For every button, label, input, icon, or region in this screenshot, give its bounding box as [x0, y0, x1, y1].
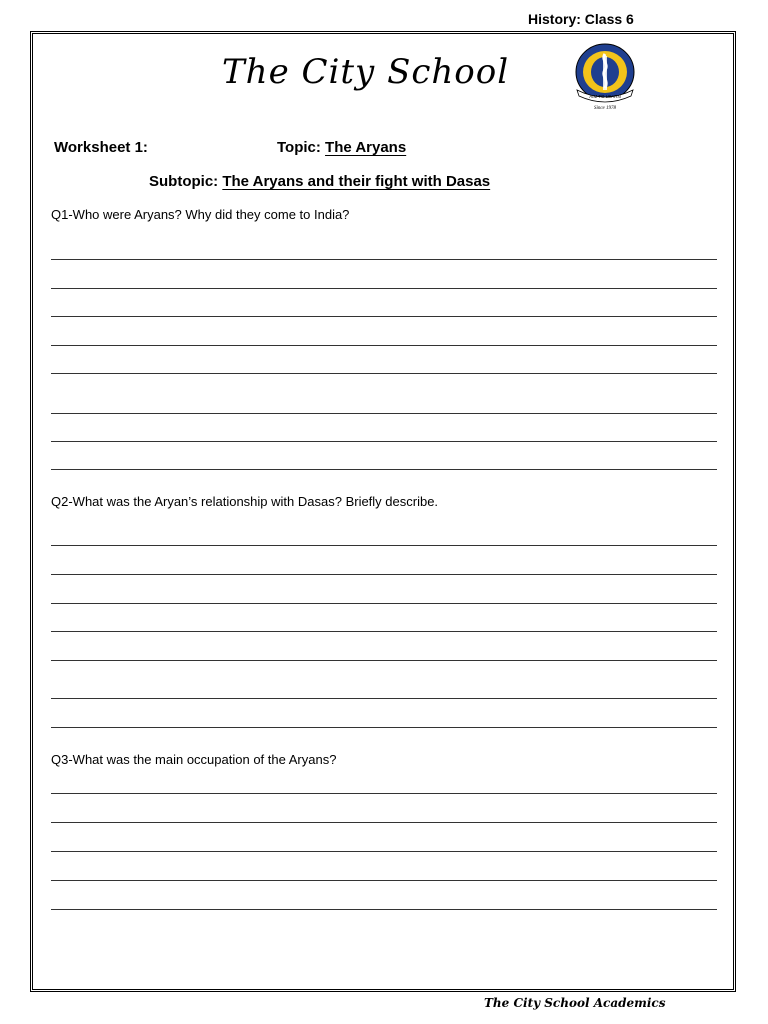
answer-line[interactable] [51, 345, 717, 346]
answer-line[interactable] [51, 259, 717, 260]
subtopic-line [149, 173, 490, 190]
subject-class-label: History: Class 6 [528, 11, 634, 27]
answer-line[interactable] [51, 793, 717, 794]
topic-value: The Aryans [325, 139, 407, 156]
answer-line[interactable] [51, 373, 717, 374]
answer-line[interactable] [51, 909, 717, 910]
subtopic-value: The Aryans and their fight with Dasas [222, 173, 491, 190]
topic-prefix: Topic: [277, 139, 326, 156]
answer-line[interactable] [51, 574, 717, 575]
answer-line[interactable] [51, 545, 717, 546]
answer-line[interactable] [51, 469, 717, 470]
question-3: Q3-What was the main occupation of the Aryans? [51, 752, 337, 767]
topic-line [277, 139, 406, 156]
crest-since: Since 1978 [593, 106, 617, 111]
answer-line[interactable] [51, 880, 717, 881]
worksheet-number: Worksheet 1: [54, 139, 148, 156]
crest-motto: AIM TO LEARN [589, 94, 621, 99]
answer-line[interactable] [51, 441, 717, 442]
answer-line[interactable] [51, 851, 717, 852]
answer-line[interactable] [51, 822, 717, 823]
school-name-title: The City School [222, 52, 510, 92]
question-2: Q2-What was the Aryan’s relationship with Dasas? Briefly describe. [51, 494, 439, 509]
answer-line[interactable] [51, 727, 717, 728]
answer-line[interactable] [51, 660, 717, 661]
answer-line[interactable] [51, 698, 717, 699]
subtopic-prefix: Subtopic: [149, 173, 223, 190]
answer-line[interactable] [51, 603, 717, 604]
footer-brand: The City School Academics [484, 996, 666, 1010]
question-1: Q1-Who were Aryans? Why did they come to India? [51, 207, 350, 222]
answer-line[interactable] [51, 288, 717, 289]
answer-line[interactable] [51, 631, 717, 632]
answer-line[interactable] [51, 413, 717, 414]
school-crest-icon [573, 42, 637, 112]
answer-line[interactable] [51, 316, 717, 317]
